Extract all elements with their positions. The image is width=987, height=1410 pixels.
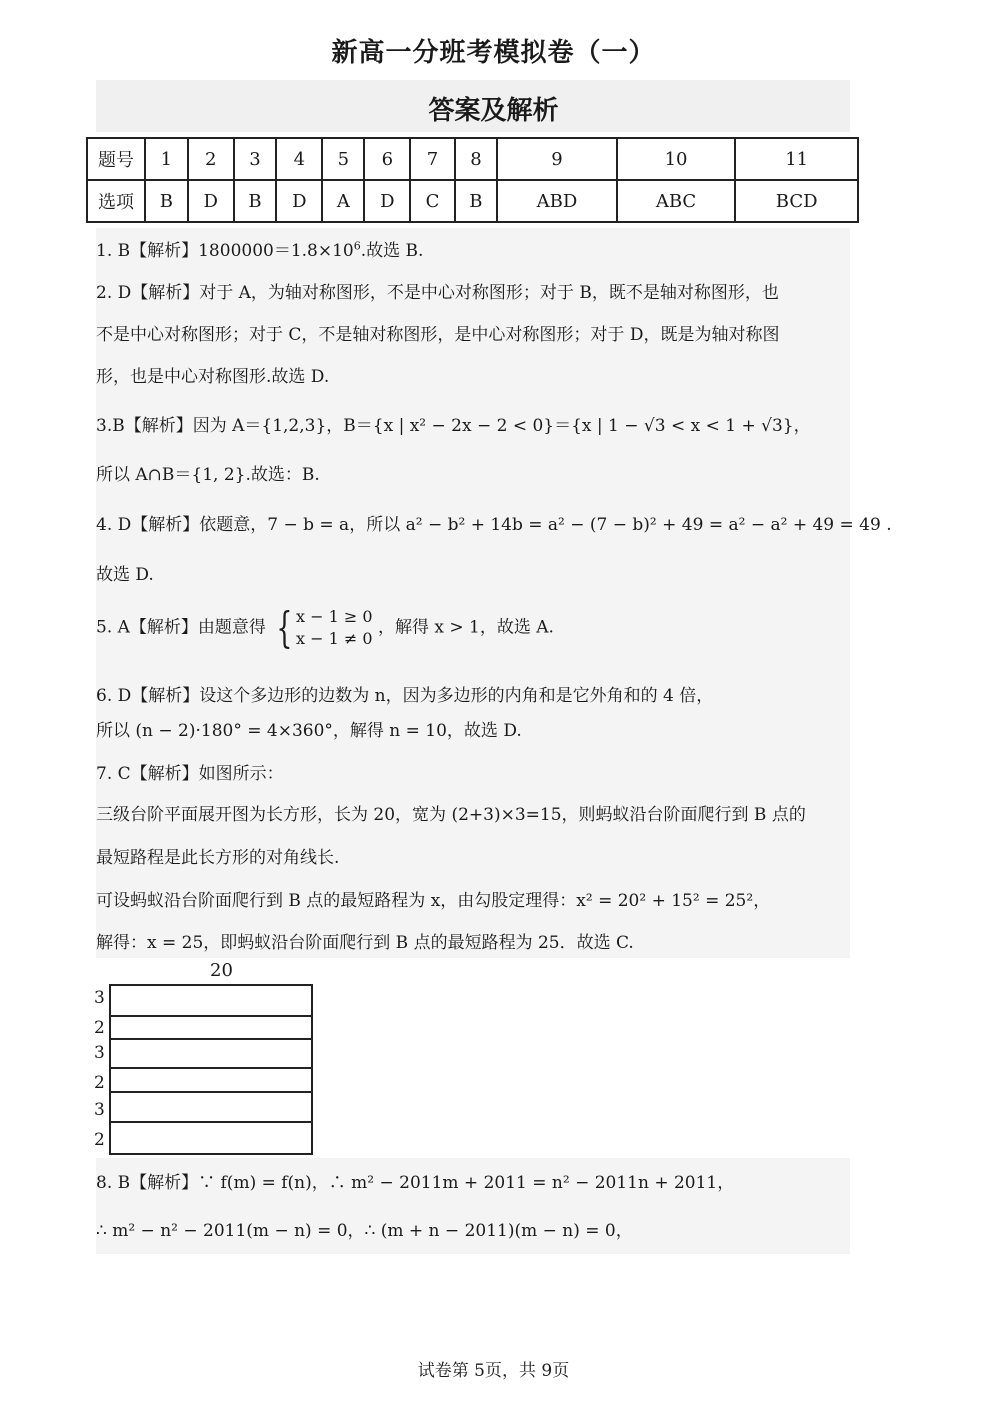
solution-1: 1. B【解析】$1800000=1.8\times 10^6$.故选 B.	[96, 239, 424, 261]
question-number-cell: 3	[234, 138, 277, 180]
figure-divider	[111, 1015, 311, 1017]
answer-table	[86, 137, 859, 223]
inequality-row-2: x − 1 ≠ 0	[296, 629, 373, 648]
inequality-row-1: x − 1 ≥ 0	[296, 607, 373, 626]
figure-side-label: 2	[94, 1018, 105, 1038]
figure-side-label: 3	[94, 988, 105, 1008]
page-subtitle: 答案及解析	[428, 96, 559, 126]
question-number-cell: 8	[455, 138, 498, 180]
answer-table-number-row	[87, 138, 858, 180]
answer-cell: D	[276, 180, 322, 222]
answer-cell: C	[410, 180, 454, 222]
question-number-cell: 6	[364, 138, 410, 180]
figure-rectangle	[109, 984, 313, 1155]
solution-2-line-3: 形，也是中心对称图形.故选 D.	[96, 367, 330, 387]
figure-side-label: 2	[94, 1073, 105, 1093]
solution-7-line-1: 7. C【解析】如图所示：	[96, 764, 284, 784]
figure-side-label: 3	[94, 1100, 105, 1120]
solution-4-line-2: 故选 D.	[96, 565, 154, 585]
solution-8-line-2: ∴ m² − n² − 2011(m − n) = 0，∴ (m + n − 2011)(m − n) = 0，	[96, 1221, 633, 1241]
figure-divider	[111, 1091, 311, 1093]
answer-cell: D	[364, 180, 410, 222]
solution-5: 5. A【解析】由题意得 { x − 1 ≥ 0 x − 1 ≠ 0 ，解得 x > 1，故选 A.	[96, 603, 554, 652]
question-number-cell: 10	[617, 138, 736, 180]
answer-cell: BCD	[735, 180, 858, 222]
question-number-cell: 4	[276, 138, 322, 180]
answer-cell: B	[145, 180, 188, 222]
answer-cell: D	[188, 180, 234, 222]
solution-7-line-2: 三级台阶平面展开图为长方形，长为 20，宽为 (2+3)×3=15，则蚂蚁沿台阶面爬行到 B 点的	[96, 805, 806, 825]
page-footer: 试卷第 5页，共 9页	[417, 1361, 570, 1381]
solution-7-line-3: 最短路程是此长方形的对角线长.	[96, 848, 340, 868]
question-number-cell: 5	[322, 138, 364, 180]
page-title: 新高一分班考模拟卷（一）	[331, 38, 656, 68]
question-number-cell: 9	[497, 138, 617, 180]
inequality-system	[271, 603, 373, 652]
answer-cell: A	[322, 180, 364, 222]
solution-3-line-2: 所以 A∩B＝{1, 2}.故选：B.	[96, 465, 320, 485]
solution-7-line-4: 可设蚂蚁沿台阶面爬行到 B 点的最短路程为 x，由勾股定理得：x² = 20² + 15² = 25²，	[96, 891, 771, 911]
question-number-cell: 1	[145, 138, 188, 180]
answer-cell: B	[455, 180, 498, 222]
figure-side-label: 2	[94, 1130, 105, 1150]
question-number-cell: 7	[410, 138, 454, 180]
answer-table-row2-label: 选项	[87, 180, 145, 222]
question-number-cell: 11	[735, 138, 858, 180]
solution-7-line-5: 解得：x = 25，即蚂蚁沿台阶面爬行到 B 点的最短路程为 25．故选 C.	[96, 933, 634, 953]
figure-divider	[111, 1038, 311, 1040]
figure-divider	[111, 1121, 311, 1123]
figure-divider	[111, 1067, 311, 1069]
solution-2-line-2: 不是中心对称图形；对于 C，不是轴对称图形，是中心对称图形；对于 D，既是为轴对称图	[96, 325, 780, 345]
answer-table-answer-row	[87, 180, 858, 222]
solution-8-line-1: 8. B【解析】∵ f(m) = f(n)，∴ m² − 2011m + 2011 = n² − 2011n + 2011，	[96, 1173, 735, 1193]
figure-length-label: 20	[210, 960, 233, 981]
solution-6-line-2: 所以 (n − 2)·180° = 4×360°，解得 n = 10，故选 D.	[96, 721, 522, 741]
left-brace: {	[276, 603, 293, 652]
answer-cell: ABD	[497, 180, 617, 222]
question-number-cell: 2	[188, 138, 234, 180]
solution-4-line-1: 4. D【解析】依题意，7 − b = a，所以 a² − b² + 14b = a² − (7 − b)² + 49 = a² − a² + 49 = 49 .	[96, 515, 892, 535]
solution-6-line-1: 6. D【解析】设这个多边形的边数为 n，因为多边形的内角和是它外角和的 4 倍，	[96, 686, 714, 706]
answer-table-row1-label: 题号	[87, 138, 145, 180]
answer-cell: B	[234, 180, 277, 222]
solution-2-line-1: 2. D【解析】对于 A，为轴对称图形，不是中心对称图形；对于 B，既不是轴对称图形，也	[96, 283, 779, 303]
solution-3-line-1: 3.B【解析】因为 A＝{1,2,3}，B＝{x | x² − 2x − 2 < 0}＝{x | 1 − √3 < x < 1 + √3}，	[96, 416, 811, 436]
staircase-unfold-figure	[90, 960, 320, 1160]
answer-cell: ABC	[617, 180, 736, 222]
figure-side-label: 3	[94, 1043, 105, 1063]
